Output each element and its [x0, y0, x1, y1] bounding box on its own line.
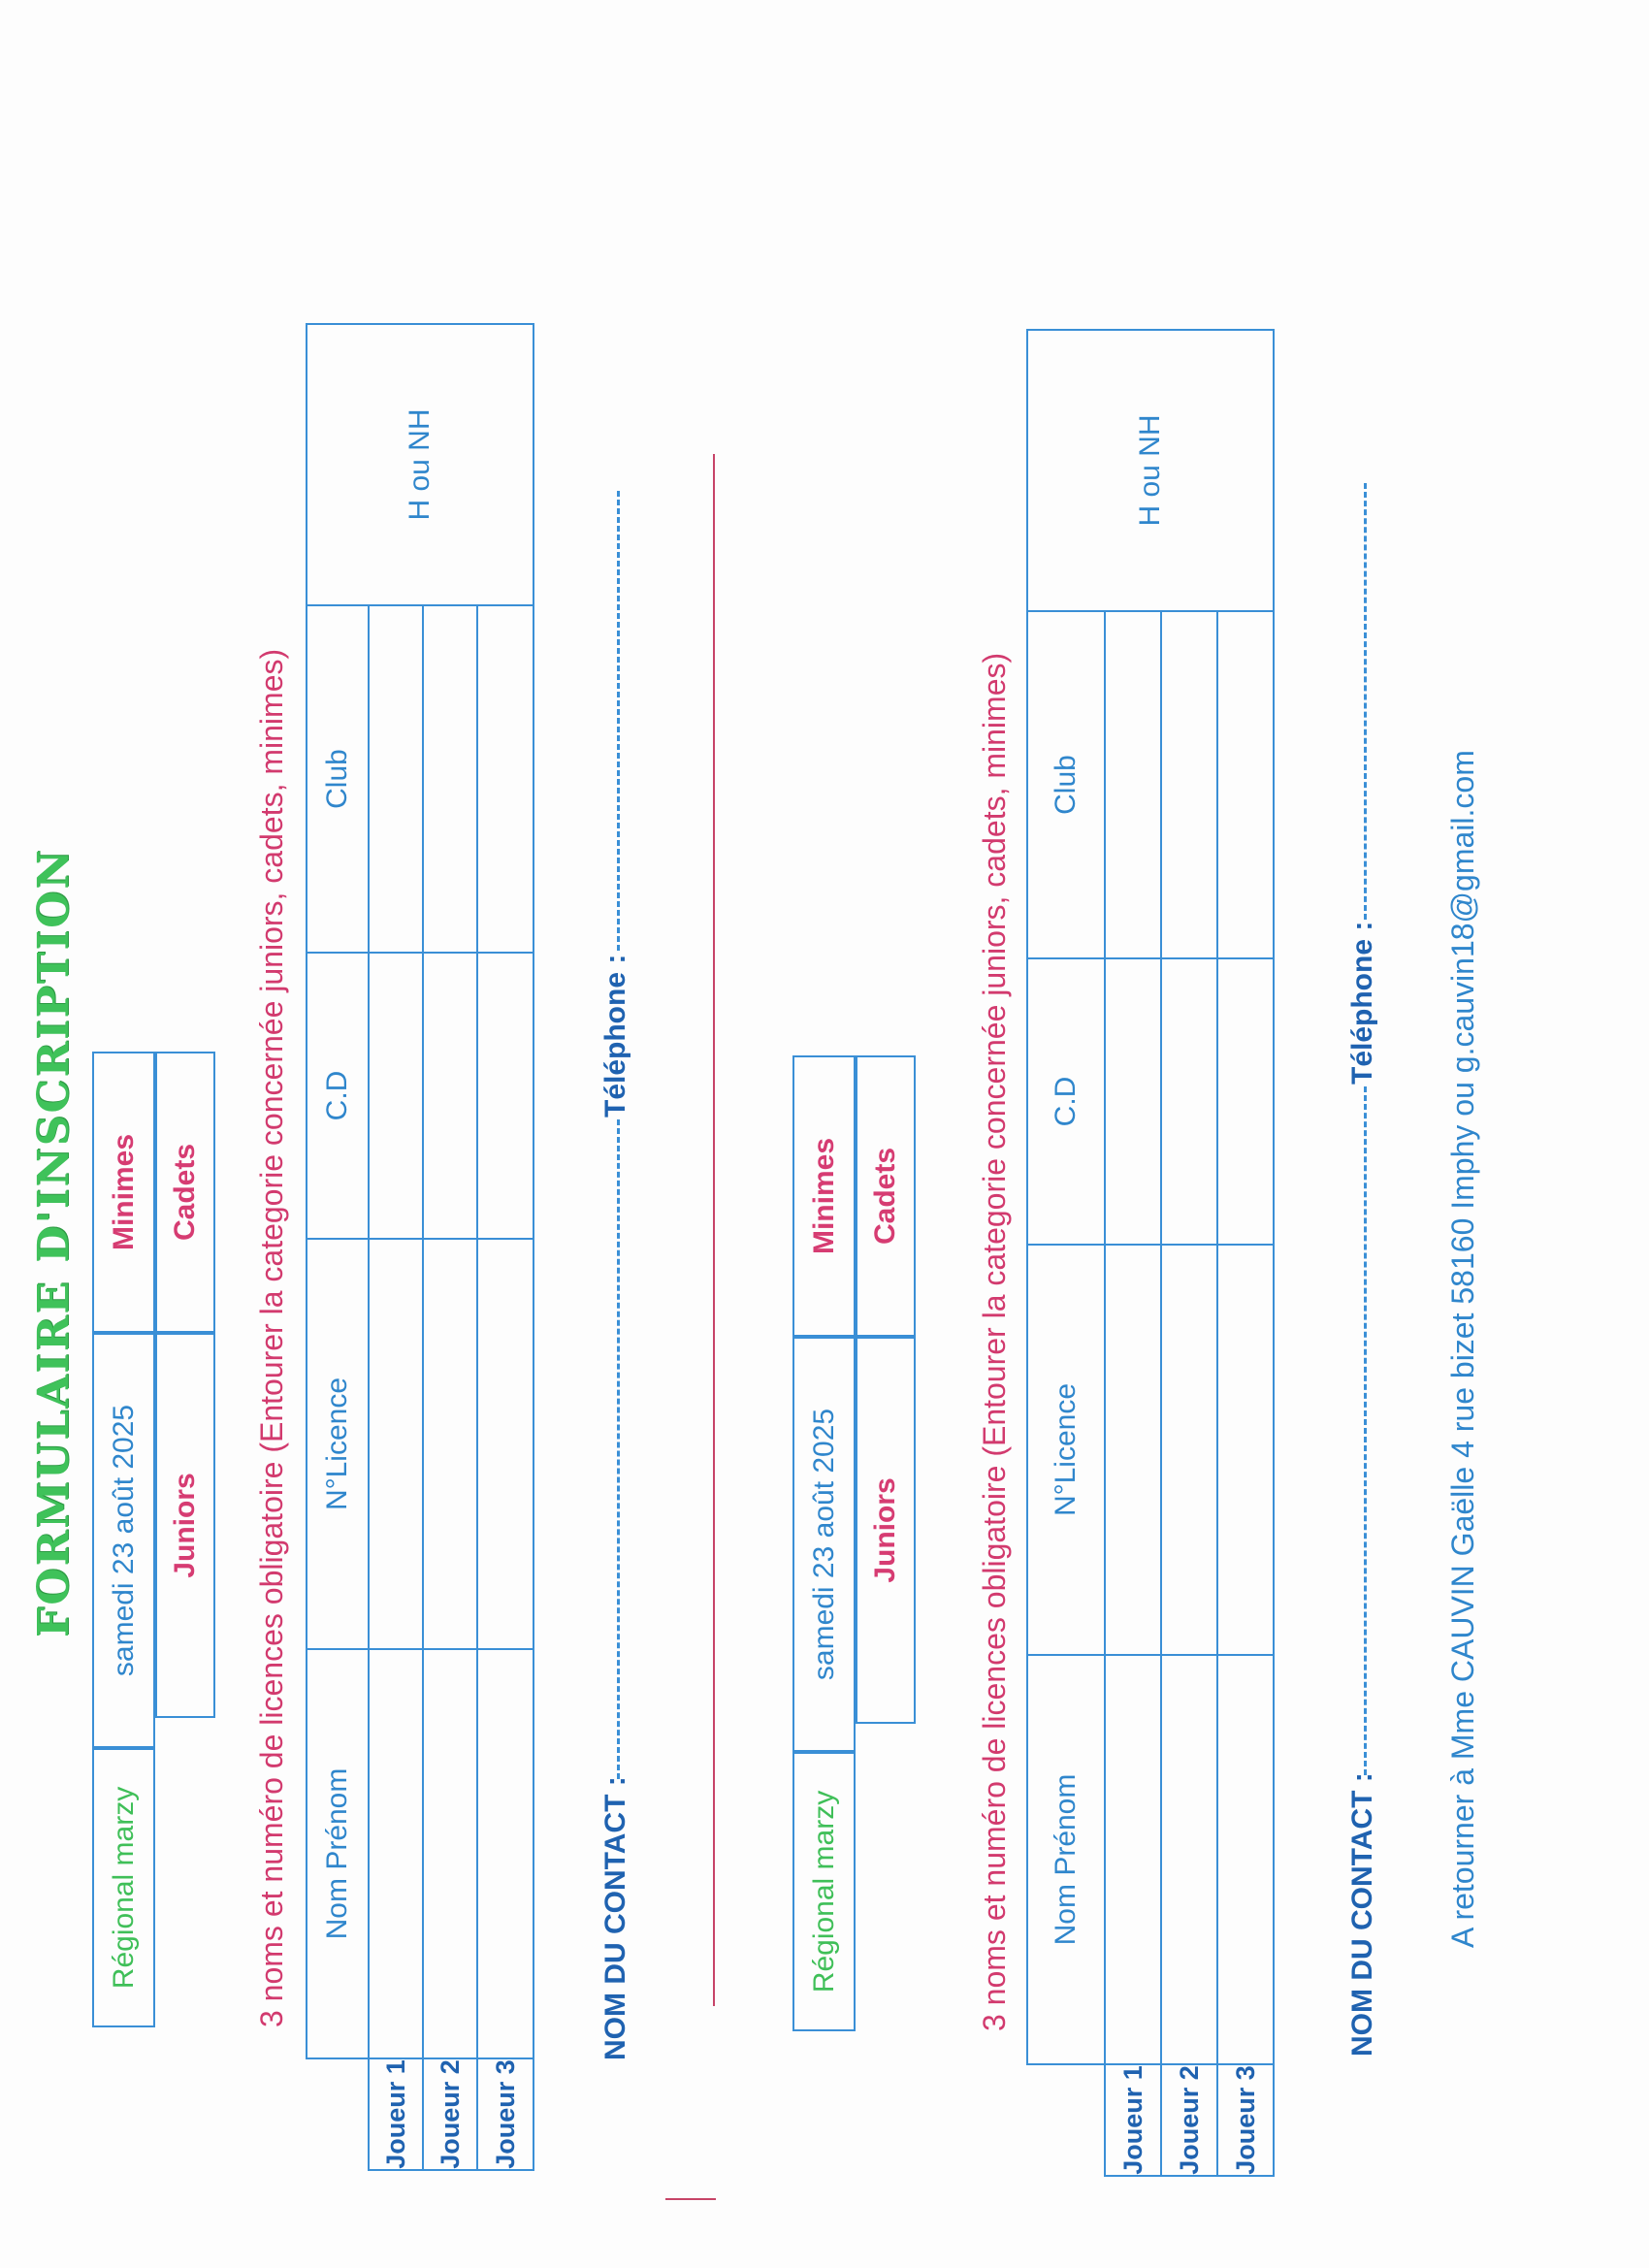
cell-nom-prenom-1[interactable] — [369, 1649, 423, 2058]
category-juniors[interactable]: Juniors — [856, 1337, 916, 1724]
category-minimes[interactable]: Minimes — [792, 1055, 856, 1337]
contact-input-line[interactable] — [617, 1119, 620, 1779]
phone-label: Téléphone : — [1346, 921, 1378, 1085]
table-corner-cell — [307, 2058, 369, 2170]
cell-club-2[interactable] — [1161, 611, 1217, 958]
phone-label: Téléphone : — [599, 954, 631, 1118]
instruction-text: 3 noms et numéro de licences obligatoire (Entourer la categorie concernée juniors, cadets, minimes) — [254, 648, 289, 2027]
cell-nom-prenom-2[interactable] — [423, 1649, 477, 2058]
cell-nom-prenom-1[interactable] — [1105, 1655, 1161, 2064]
cell-nom-prenom-2[interactable] — [1161, 1655, 1217, 2064]
cell-club-1[interactable] — [369, 605, 423, 953]
contact-label: NOM DU CONTACT : — [1346, 1772, 1378, 2057]
row-label-joueur-1: Joueur 1 — [369, 2058, 423, 2170]
event-date: samedi 23 août 2025 — [792, 1337, 856, 1752]
cell-cd-2[interactable] — [1161, 958, 1217, 1245]
column-header-cd: C.D — [307, 953, 369, 1239]
table-corner-cell — [1027, 2064, 1105, 2176]
contact-input-line[interactable] — [1364, 1086, 1367, 1775]
cell-nom-prenom-3[interactable] — [1217, 1655, 1274, 2064]
cell-club-1[interactable] — [1105, 611, 1161, 958]
players-table — [1026, 329, 1275, 2177]
cell-licence-1[interactable] — [1105, 1245, 1161, 1655]
return-address: A retourner à Mme CAUVIN Gaëlle 4 rue bizet 58160 Imphy ou g.cauvin18@gmail.com — [1445, 750, 1480, 1948]
column-header-cd: C.D — [1027, 958, 1105, 1245]
table-header-row — [307, 324, 369, 2170]
cell-cd-1[interactable] — [369, 953, 423, 1239]
cell-club-3[interactable] — [1217, 611, 1274, 958]
row-label-joueur-2: Joueur 2 — [423, 2058, 477, 2170]
cell-licence-2[interactable] — [1161, 1245, 1217, 1655]
event-name: Régional marzy — [792, 1752, 856, 2031]
cut-mark — [665, 2198, 716, 2200]
form-title: FORMULAIRE D'INSCRIPTION — [29, 848, 79, 1637]
column-header-h-ou-nh: H ou NH — [307, 324, 534, 605]
cell-licence-2[interactable] — [423, 1239, 477, 1649]
cell-licence-3[interactable] — [1217, 1245, 1274, 1655]
column-header-club: Club — [307, 605, 369, 953]
cell-club-3[interactable] — [477, 605, 534, 953]
column-header-licence: N°Licence — [307, 1239, 369, 1649]
row-label-joueur-3: Joueur 3 — [1217, 2064, 1274, 2176]
row-label-joueur-2: Joueur 2 — [1161, 2064, 1217, 2176]
cell-licence-3[interactable] — [477, 1239, 534, 1649]
cell-cd-1[interactable] — [1105, 958, 1161, 1245]
cell-cd-2[interactable] — [423, 953, 477, 1239]
column-header-nom-prenom: Nom Prénom — [1027, 1655, 1105, 2064]
event-name: Régional marzy — [92, 1748, 155, 2027]
category-cadets[interactable]: Cadets — [155, 1052, 215, 1333]
cell-club-2[interactable] — [423, 605, 477, 953]
phone-input-line[interactable] — [1364, 483, 1367, 920]
event-date: samedi 23 août 2025 — [92, 1333, 155, 1748]
cell-cd-3[interactable] — [1217, 958, 1274, 1245]
column-header-club: Club — [1027, 611, 1105, 958]
separator-line — [713, 454, 715, 2006]
category-cadets[interactable]: Cadets — [856, 1055, 916, 1337]
cell-cd-3[interactable] — [477, 953, 534, 1239]
category-minimes[interactable]: Minimes — [92, 1052, 155, 1333]
row-label-joueur-1: Joueur 1 — [1105, 2064, 1161, 2176]
category-juniors[interactable]: Juniors — [155, 1333, 215, 1718]
row-label-joueur-3: Joueur 3 — [477, 2058, 534, 2170]
instruction-text: 3 noms et numéro de licences obligatoire (Entourer la categorie concernée juniors, cadets, minimes) — [977, 652, 1012, 2031]
players-table — [306, 323, 534, 2171]
phone-input-line[interactable] — [617, 491, 620, 951]
column-header-h-ou-nh: H ou NH — [1027, 330, 1274, 611]
column-header-nom-prenom: Nom Prénom — [307, 1649, 369, 2058]
contact-label: NOM DU CONTACT : — [599, 1776, 631, 2060]
cell-nom-prenom-3[interactable] — [477, 1649, 534, 2058]
table-header-row — [1027, 330, 1105, 2176]
column-header-licence: N°Licence — [1027, 1245, 1105, 1655]
cell-licence-1[interactable] — [369, 1239, 423, 1649]
